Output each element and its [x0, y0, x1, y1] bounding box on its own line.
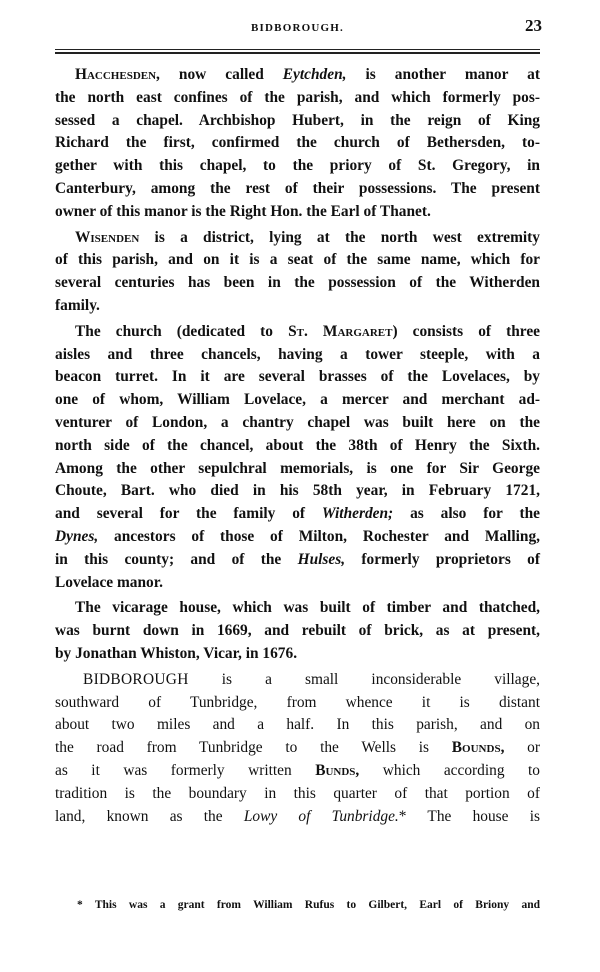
- text-line: in this county; and of the Hulses, formerly proprietors of: [55, 550, 540, 568]
- text-line: southward of Tunbridge, from whence it is distant: [55, 693, 540, 711]
- text-line: family.: [55, 296, 100, 314]
- text-line: land, known as the Lowy of Tunbridge.* The house is: [55, 807, 540, 825]
- body-text: [55, 64, 540, 828]
- text-line: Hacchesden, now called Eytchden, is another manor at: [75, 66, 540, 83]
- footnote: * This was a grant from William Rufus to Gilbert, Earl of Briony and: [77, 899, 540, 911]
- text-line: Dynes, ancestors of those of Milton, Rochester and Malling,: [55, 527, 540, 545]
- text-line: the north east confines of the parish, and which formerly pos-: [55, 88, 540, 106]
- text-line: Wisenden is a district, lying at the north west extremity: [75, 228, 540, 246]
- text-line: of this parish, and on it is a seat of the same name, which for: [55, 251, 540, 269]
- text-line: one of whom, William Lovelace, a mercer and merchant ad-: [55, 391, 540, 409]
- text-line: The church (dedicated to St. Margaret) consists of three: [75, 322, 540, 340]
- text-line: BIDBOROUGH is a small inconsiderable village,: [83, 670, 540, 688]
- text-line: The vicarage house, which was built of timber and thatched,: [75, 599, 540, 617]
- text-line: by Jonathan Whiston, Vicar, in 1676.: [55, 644, 298, 662]
- text-line: sessed a chapel. Archbishop Hubert, in the reign of King: [55, 111, 540, 129]
- text-line: as it was formerly written Bunds, which according to: [55, 761, 540, 779]
- text-line: Richard the first, confirmed the church of Bethersden, to-: [55, 134, 540, 152]
- page-number: 23: [525, 16, 542, 35]
- text-line: was burnt down in 1669, and rebuilt of brick, as at present,: [55, 622, 540, 640]
- header-rule: [55, 49, 540, 54]
- text-line: gether with this chapel, to the priory of St. Gregory, in: [55, 157, 540, 175]
- text-line: and several for the family of Witherden; as also for the: [55, 505, 540, 523]
- text-line: about two miles and a half. In this parish, and on: [55, 716, 540, 734]
- text-line: Canterbury, among the rest of their possessions. The present: [55, 179, 540, 197]
- text-line: venturer of London, a chantry chapel was built here on the: [55, 413, 540, 431]
- running-head: BIDBOROUGH.: [251, 22, 344, 34]
- text-line: the road from Tunbridge to the Wells is Bounds, or: [55, 739, 540, 757]
- text-line: Lovelace manor.: [55, 573, 164, 591]
- text-line: several centuries has been in the possession of the Witherden: [55, 274, 540, 292]
- text-line: Among the other sepulchral memorials, is one for Sir George: [55, 459, 540, 477]
- text-line: tradition is the boundary in this quarter of that portion of: [55, 784, 540, 802]
- text-line: owner of this manor is the Right Hon. the Earl of Thanet.: [55, 202, 431, 220]
- text-line: Choute, Bart. who died in his 58th year, in February 1721,: [55, 482, 540, 500]
- text-line: aisles and three chancels, having a tower steeple, with a: [55, 345, 540, 363]
- text-line: beacon turret. In it are several brasses of the Lovelaces, by: [55, 368, 540, 386]
- text-line: north side of the chancel, about the 38th of Henry the Sixth.: [55, 436, 540, 454]
